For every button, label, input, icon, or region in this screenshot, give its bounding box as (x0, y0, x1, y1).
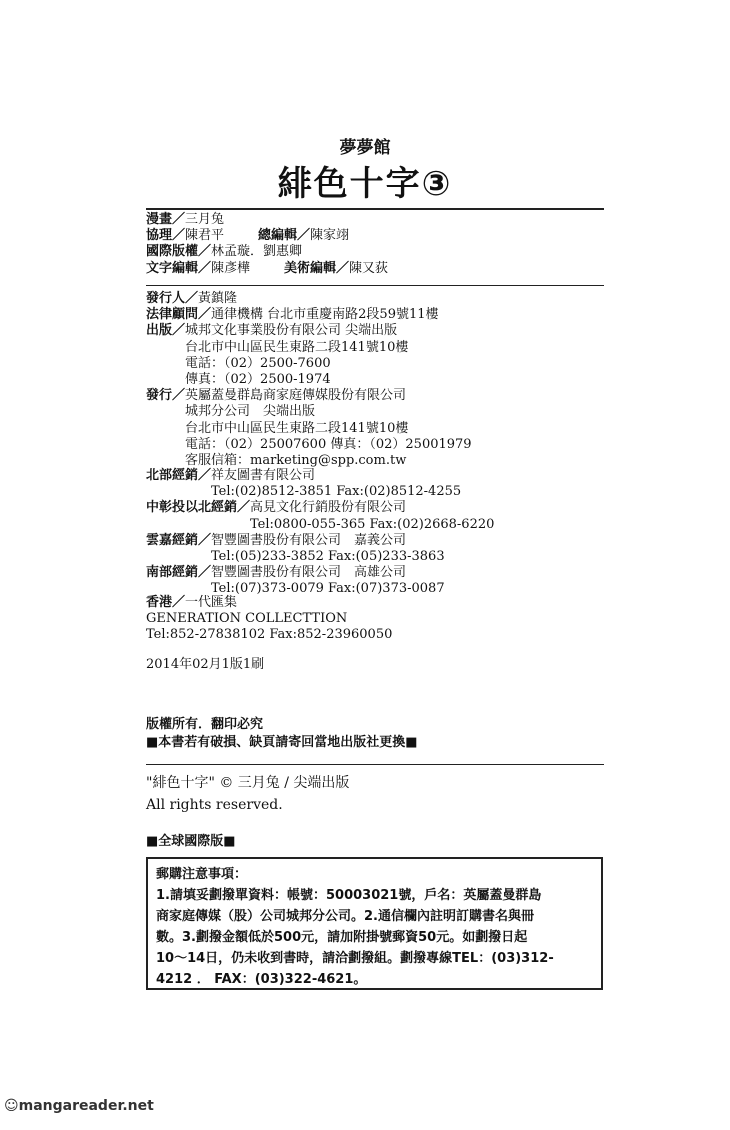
credits-label-2: 總編輯／ (258, 228, 311, 244)
mail-order-line: 1.請填妥劃撥單資料：帳號：50003021號，戶名：英屬蓋曼群島 (156, 888, 542, 903)
distributors-section (146, 468, 494, 598)
rights-line-1: 版權所有．翻印必究 (146, 717, 264, 732)
credits-value-2: 陳又荻 (349, 260, 389, 276)
divider-copyright (146, 764, 604, 765)
publisher-row (146, 404, 472, 420)
publisher-value: 客服信箱：marketing@spp.com.tw (185, 452, 407, 468)
mail-order-heading: 郵購注意事項： (156, 867, 248, 882)
distributors-row (146, 468, 494, 484)
credits-row (146, 228, 388, 244)
distributors-value: 祥友圖書有限公司 (211, 468, 316, 483)
publisher-row (146, 421, 472, 437)
publisher-value: 通律機構 台北市重慶南路2段59號11樓 (211, 307, 439, 323)
mail-order-line: 商家庭傳媒（股）公司城邦分公司。2.通信欄內註明訂購書名與冊 (156, 909, 534, 924)
book-title: 緋色十字③ (277, 164, 453, 204)
distributors-label: 中彰投以北經銷／ (146, 500, 251, 516)
credits-label-2: 美術編輯／ (284, 260, 350, 276)
publisher-row (146, 340, 472, 356)
publisher-row (146, 372, 472, 388)
hongkong-value: 一代匯集 (185, 595, 238, 610)
publisher-value: 城邦文化事業股份有限公司 尖端出版 (185, 323, 398, 339)
publisher-value: 傳真：（02）2500-1974 (185, 371, 331, 387)
distributors-label: 北部經銷／ (146, 468, 212, 483)
credits-value: 陳君平 (185, 228, 225, 244)
publisher-value: 電話：（02）25007600 傳真：（02）25001979 (185, 436, 472, 452)
watermark-logo: ☺mangareader.net (4, 1098, 154, 1114)
distributors-value: 智豐圖書股份有限公司 嘉義公司 (211, 532, 407, 548)
divider-credits (146, 285, 604, 286)
global-edition-label: ■全球國際版■ (146, 834, 236, 849)
mail-order-line: 數。3.劃撥金額低於500元，請加附掛號郵資50元。如劃撥日起 (156, 930, 528, 945)
credits-value: 三月兔 (185, 212, 225, 227)
distributors-value: Tel:(02)8512-3851 Fax:(02)8512-4255 (211, 484, 462, 500)
publisher-value: 台北市中山區民生東路二段141號10樓 (185, 420, 409, 436)
edition-info: 2014年02月1版1刷 (146, 657, 265, 672)
publisher-value: 黃鎮隆 (198, 291, 238, 306)
distributors-row (146, 484, 494, 500)
publisher-label: 發行人／ (146, 291, 199, 306)
publisher-row (146, 323, 472, 339)
distributors-row (146, 565, 494, 581)
distributors-value: Tel:(05)233-3852 Fax:(05)233-3863 (211, 548, 445, 564)
publisher-value: 電話：（02）2500-7600 (185, 355, 331, 371)
copyright-line-1: "緋色十字" © 三月兔 / 尖端出版 (146, 775, 350, 791)
credits-label: 文字編輯／ (146, 260, 212, 276)
credits-value: 陳彥樺 (211, 260, 251, 276)
credits-label: 國際版權／ (146, 244, 212, 260)
credits-label: 漫畫／ (146, 212, 186, 227)
credits-row (146, 244, 388, 260)
distributors-value: Tel:(07)373-0079 Fax:(07)373-0087 (211, 581, 445, 597)
distributors-label: 雲嘉經銷／ (146, 532, 212, 548)
publisher-row (146, 356, 472, 372)
hongkong-section (146, 595, 392, 644)
credits-row (146, 212, 388, 228)
credits-section (146, 212, 388, 277)
hongkong-name-en: GENERATION COLLECTTION (146, 611, 348, 627)
distributors-row (146, 549, 494, 565)
publisher-value: 台北市中山區民生東路二段141號10樓 (185, 339, 409, 355)
publisher-row (146, 453, 472, 469)
mail-order-box (146, 857, 603, 990)
series-name: 夢夢館 (339, 138, 391, 158)
distributors-row (146, 500, 494, 516)
divider-top (146, 208, 604, 210)
distributors-row (146, 533, 494, 549)
mail-order-line: 10～14日，仍未收到書時，請洽劃撥組。劃撥專線TEL：(03)312- (156, 951, 554, 966)
hongkong-contact: Tel:852-27838102 Fax:852-23960050 (146, 627, 393, 643)
distributors-value: 智豐圖書股份有限公司 高雄公司 (211, 565, 407, 581)
credits-value-2: 陳家翊 (310, 228, 350, 244)
credits-row (146, 261, 388, 277)
distributors-label: 南部經銷／ (146, 565, 212, 581)
credits-label: 協理／ (146, 228, 186, 244)
distributors-row (146, 517, 494, 533)
publisher-row (146, 388, 472, 404)
credits-value: 林孟璇．劉惠卿 (211, 244, 303, 260)
distributors-value: 高見文化行銷股份有限公司 (250, 500, 407, 516)
publisher-value: 英屬蓋曼群島商家庭傳媒股份有限公司 (185, 388, 407, 404)
publisher-row (146, 307, 472, 323)
rights-line-2: ■本書若有破損、缺頁請寄回當地出版社更換■ (146, 735, 418, 750)
smile-icon: ☺ (4, 1098, 19, 1114)
copyright-line-2: All rights reserved. (146, 797, 283, 813)
publisher-label: 法律顧問／ (146, 307, 212, 323)
publisher-section (146, 291, 472, 469)
hongkong-label: 香港／ (146, 595, 186, 610)
copyright-section (146, 772, 349, 816)
publisher-value: 城邦分公司 尖端出版 (185, 404, 316, 420)
publisher-row (146, 437, 472, 453)
rights-section (146, 716, 418, 752)
distributors-value: Tel:0800-055-365 Fax:(02)2668-6220 (250, 516, 495, 532)
mail-order-line: 4212 ． FAX：(03)322-4621。 (156, 972, 367, 987)
publisher-row (146, 291, 472, 307)
publisher-label: 出版／ (146, 323, 186, 339)
publisher-label: 發行／ (146, 388, 186, 404)
